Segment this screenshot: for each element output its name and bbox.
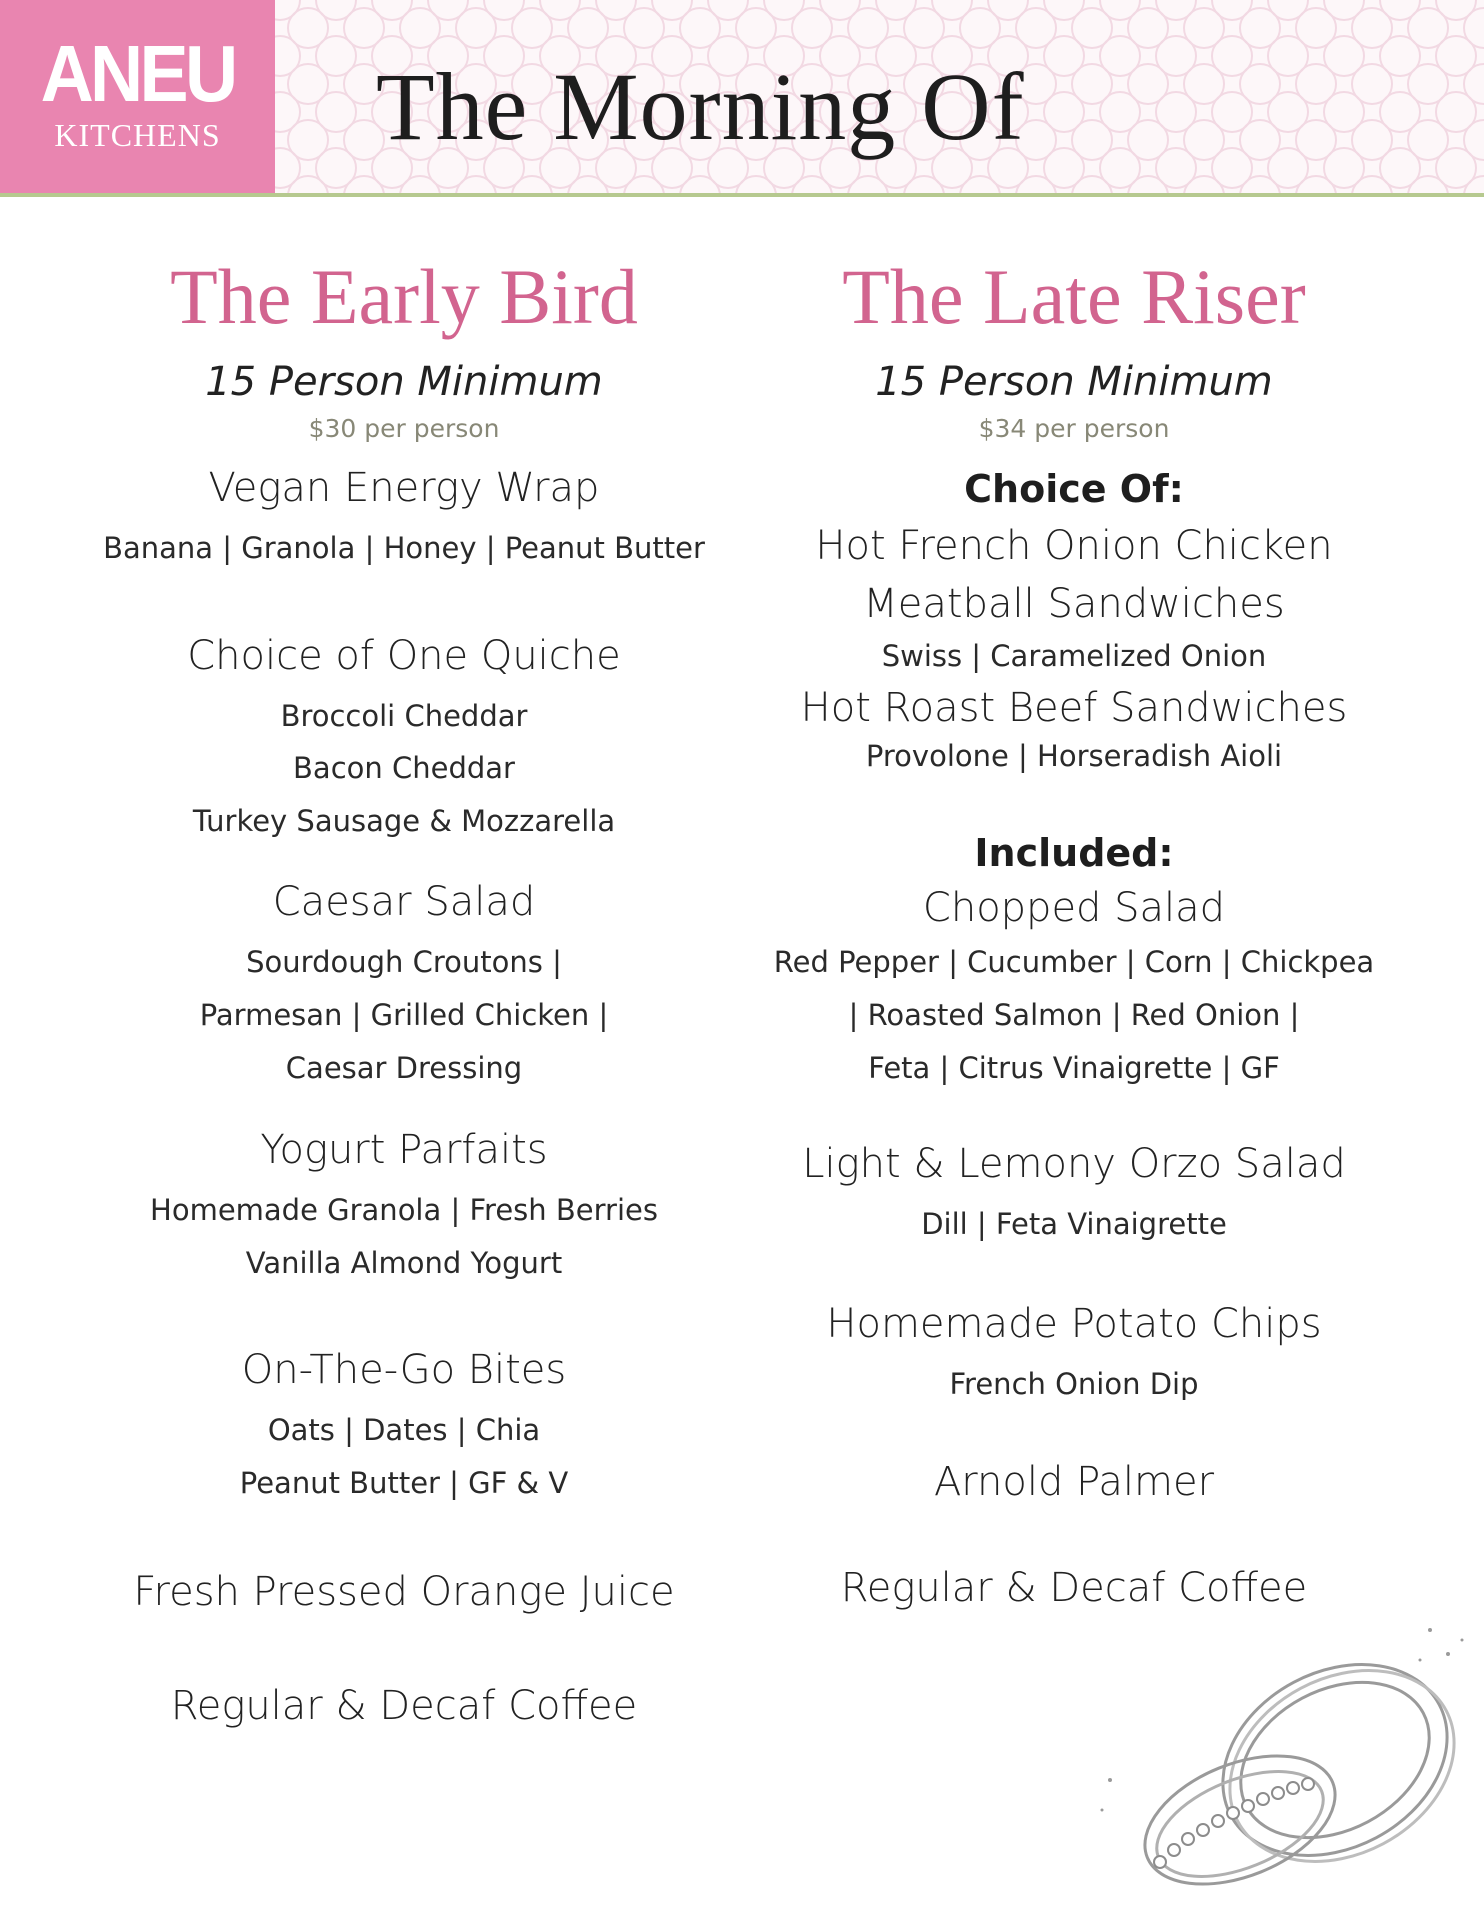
menu-item-description: Oats | Dates | Chia — [267, 1413, 541, 1447]
quiche-option: Broccoli Cheddar — [280, 699, 528, 733]
menu-item-meatball-sandwich: Hot French Onion Chicken — [815, 523, 1333, 569]
menu-item-orzo-salad: Light & Lemony Orzo Salad — [802, 1141, 1346, 1187]
menu-item-caesar-salad: Caesar Salad — [272, 879, 536, 925]
menu-item-vegan-wrap: Vegan Energy Wrap — [208, 465, 600, 511]
menu-item-orange-juice: Fresh Pressed Orange Juice — [133, 1569, 675, 1615]
menu-item-description: Red Pepper | Cucumber | Corn | Chickpea — [773, 945, 1375, 979]
brand-logo — [0, 0, 275, 193]
quiche-option: Turkey Sausage & Mozzarella — [192, 804, 616, 838]
menu-item-description: Vanilla Almond Yogurt — [245, 1246, 563, 1280]
menu-item-coffee: Regular & Decaf Coffee — [840, 1565, 1308, 1611]
logo-wordmark: ANEU — [40, 29, 235, 118]
menu-item-description: Feta | Citrus Vinaigrette | GF — [868, 1051, 1280, 1085]
menu-item-quiche: Choice of One Quiche — [187, 633, 621, 679]
logo-subtitle: KITCHENS — [54, 117, 221, 153]
header — [0, 0, 1484, 196]
late-riser-minimum: 15 Person Minimum — [875, 359, 1273, 405]
page-title: The Morning Of — [376, 53, 1025, 160]
wedding-rings-icon — [1090, 1610, 1480, 1910]
menu-item-on-the-go-bites: On-The-Go Bites — [241, 1347, 567, 1393]
menu-item-description: Banana | Granola | Honey | Peanut Butter — [103, 531, 705, 565]
menu-item-description: Parmesan | Grilled Chicken | — [199, 998, 609, 1032]
menu-item-roast-beef-sandwich: Hot Roast Beef Sandwiches — [800, 685, 1348, 731]
menu-item-description: Sourdough Croutons | — [246, 945, 562, 979]
quiche-option: Bacon Cheddar — [293, 751, 515, 785]
menu-item-description: Caesar Dressing — [285, 1051, 523, 1085]
menu-item-description: Peanut Butter | GF & V — [239, 1466, 569, 1500]
late-riser-title: The Late Riser — [842, 253, 1306, 340]
choice-of-label: Choice Of: — [964, 467, 1184, 511]
menu-item-meatball-sandwich: Meatball Sandwiches — [863, 581, 1285, 627]
included-label: Included: — [974, 831, 1174, 875]
menu-item-description: | Roasted Salmon | Red Onion | — [848, 998, 1300, 1032]
menu-item-yogurt-parfaits: Yogurt Parfaits — [260, 1127, 548, 1173]
menu-item-description: French Onion Dip — [949, 1367, 1199, 1401]
early-bird-minimum: 15 Person Minimum — [205, 359, 603, 405]
menu-item-description: Dill | Feta Vinaigrette — [921, 1207, 1227, 1241]
menu-item-description: Provolone | Horseradish Aioli — [865, 739, 1283, 773]
menu-item-potato-chips: Homemade Potato Chips — [826, 1301, 1322, 1347]
menu-item-coffee: Regular & Decaf Coffee — [170, 1683, 638, 1729]
menu-item-description: Swiss | Caramelized Onion — [881, 639, 1267, 673]
menu-item-arnold-palmer: Arnold Palmer — [933, 1459, 1215, 1505]
early-bird-price: $30 per person — [308, 414, 500, 443]
late-riser-price: $34 per person — [978, 414, 1170, 443]
early-bird-title: The Early Bird — [170, 253, 638, 340]
menu-item-description: Homemade Granola | Fresh Berries — [150, 1193, 658, 1227]
header-divider — [0, 193, 1484, 197]
menu-item-chopped-salad: Chopped Salad — [922, 885, 1226, 931]
